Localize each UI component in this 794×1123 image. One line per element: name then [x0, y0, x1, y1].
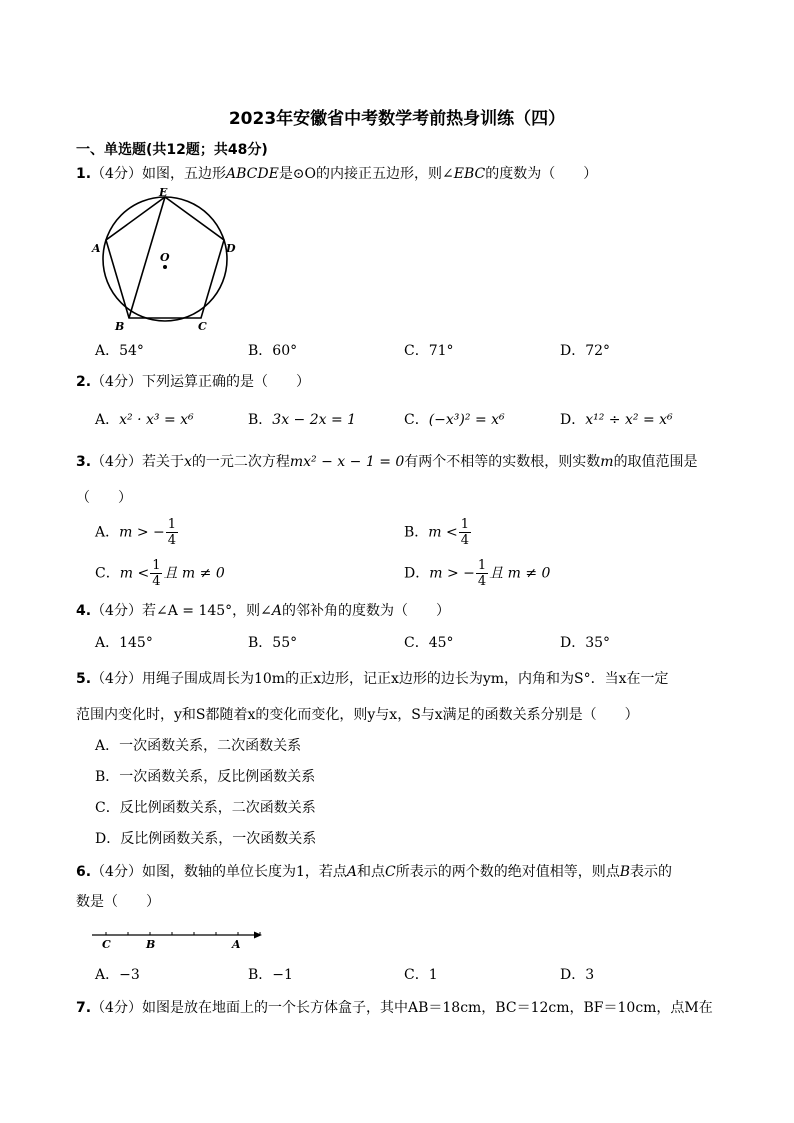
- fraction: $\frac{1}{4}$: [152, 558, 161, 589]
- q1-option-d[interactable]: D．72°: [560, 343, 611, 359]
- label-c: C: [102, 938, 111, 951]
- question-2: 2.（4分）下列运算正确的是（ ）: [76, 374, 310, 390]
- q1-option-a[interactable]: A．54°: [95, 343, 144, 359]
- q3-option-b[interactable]: B．m < $\frac{1}{4}$: [404, 517, 470, 548]
- question-5: 5.（4分）用绳子围成周长为10m的正x边形，记正x边形的边长为ym，内角和为S°．当x在一定: [76, 671, 669, 687]
- q4-option-b[interactable]: B．55°: [248, 635, 298, 651]
- q6-option-d[interactable]: D．3: [560, 967, 595, 983]
- q3-option-d[interactable]: D．m > − $\frac{1}{4}$ 且 m ≠ 0: [404, 558, 551, 589]
- label-a: A: [92, 242, 101, 255]
- q4-option-a[interactable]: A．145°: [95, 635, 153, 651]
- label-c: C: [198, 320, 207, 333]
- section-heading: 一、单选题(共12题；共48分): [76, 142, 268, 158]
- question-3: 3.（4分）若关于x的一元二次方程mx² − x − 1 = 0有两个不相等的实数根，则实数m的取值范围是: [76, 454, 698, 470]
- q3-option-a[interactable]: A．m > − $\frac{1}{4}$: [95, 517, 177, 548]
- label-o: O: [160, 251, 170, 264]
- question-6: 6.（4分）如图，数轴的单位长度为1，若点A和点C所表示的两个数的绝对值相等，则点B表示的: [76, 864, 673, 880]
- page-title: 2023年安徽省中考数学考前热身训练（四）: [228, 109, 566, 129]
- label-a: A: [232, 938, 241, 951]
- label-d: D: [226, 242, 236, 255]
- q2-option-c[interactable]: C．(−x³)² = x⁶: [404, 412, 505, 428]
- q4-option-c[interactable]: C．45°: [404, 635, 454, 651]
- label-b: B: [115, 320, 125, 333]
- fraction: $\frac{1}{4}$: [167, 517, 177, 548]
- q3-option-c[interactable]: C．m < $\frac{1}{4}$ 且 m ≠ 0: [95, 558, 225, 589]
- q5-option-c[interactable]: C．反比例函数关系，二次函数关系: [95, 800, 316, 816]
- fraction: $\frac{1}{4}$: [460, 517, 470, 548]
- question-1: 1.（4分）如图，五边形ABCDE是⊙O的内接正五边形，则∠EBC的度数为（ ）: [76, 166, 598, 182]
- q6-option-b[interactable]: B．−1: [248, 967, 293, 983]
- q6-option-c[interactable]: C．1: [404, 967, 438, 983]
- question-3-continued: （ ）: [76, 490, 132, 506]
- question-4: 4.（4分）若∠A = 145°，则∠A的邻补角的度数为（ ）: [76, 603, 451, 619]
- q5-option-a[interactable]: A．一次函数关系，二次函数关系: [95, 738, 302, 754]
- question-7: 7.（4分）如图是放在地面上的一个长方体盒子，其中AB＝18cm，BC＝12cm，BF＝10cm，点M在: [76, 1000, 713, 1016]
- q4-option-d[interactable]: D．35°: [560, 635, 611, 651]
- center-point-o: [163, 265, 167, 269]
- fraction: $\frac{1}{4}$: [477, 558, 487, 589]
- label-e: E: [159, 186, 168, 199]
- q2-option-b[interactable]: B．3x − 2x = 1: [248, 412, 357, 428]
- q1-option-b[interactable]: B．60°: [248, 343, 298, 359]
- question-6-continued: 数是（ ）: [76, 894, 160, 910]
- pentagon-circle-figure: [90, 186, 240, 340]
- question-5-continued: 范围内变化时，y和S都随着x的变化而变化，则y与x，S与x满足的函数关系分别是（ ）: [76, 707, 639, 723]
- q1-option-c[interactable]: C．71°: [404, 343, 454, 359]
- q6-option-a[interactable]: A．−3: [95, 967, 140, 983]
- question-number: 1.: [76, 166, 92, 182]
- q2-option-d[interactable]: D．x¹² ÷ x² = x⁶: [560, 412, 673, 428]
- q5-option-d[interactable]: D．反比例函数关系，一次函数关系: [95, 831, 317, 847]
- q5-option-b[interactable]: B．一次函数关系，反比例函数关系: [95, 769, 316, 785]
- label-b: B: [146, 938, 156, 951]
- arrow-head: [254, 932, 262, 939]
- number-line-figure: [92, 925, 267, 955]
- q2-option-a[interactable]: A．x² · x³ = x⁶: [95, 412, 194, 428]
- question-score: （4分）: [91, 166, 142, 182]
